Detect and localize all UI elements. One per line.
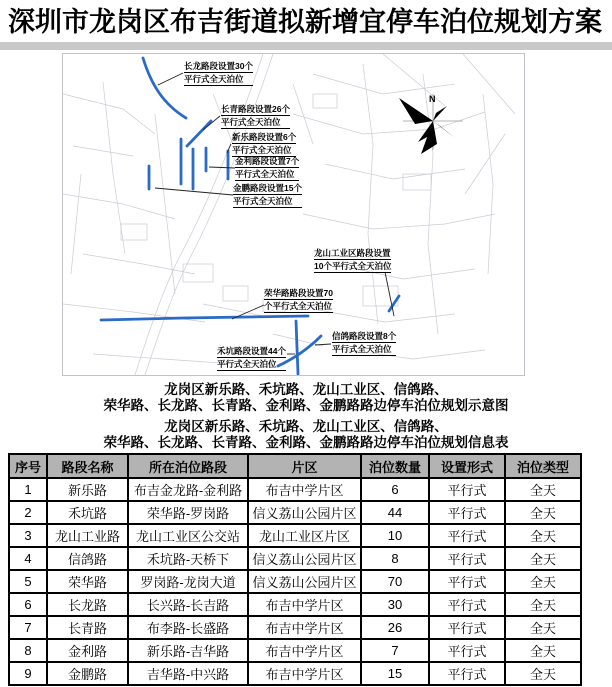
cell-form: 平行式 xyxy=(429,616,505,639)
cell-type: 全天 xyxy=(505,547,581,570)
cell-district: 布吉中学片区 xyxy=(248,478,361,501)
divider-bar xyxy=(0,42,612,50)
road-changlong xyxy=(143,58,186,118)
table-row xyxy=(9,478,581,501)
cell-form: 平行式 xyxy=(429,547,505,570)
cell-roadname: 长青路 xyxy=(47,616,128,639)
map-annotation-xinge: 信鸽路段设置8个 平行式全天泊位 xyxy=(332,331,397,354)
cell-type: 全天 xyxy=(505,616,581,639)
caption-line: 荣华路、长龙路、长青路、金利路、金鹏路路边停车泊位规划示意图 xyxy=(103,397,509,413)
cell-type: 全天 xyxy=(505,570,581,593)
map-annotation-xinle: 新乐路段设置6个 平行式全天泊位 xyxy=(232,132,297,155)
cell-roadname: 荣华路 xyxy=(47,570,128,593)
cell-district: 布吉中学片区 xyxy=(248,662,361,685)
road-ronghua xyxy=(101,316,308,320)
cell-type: 全天 xyxy=(505,478,581,501)
table-row xyxy=(9,524,581,547)
cell-form: 平行式 xyxy=(429,570,505,593)
col-header-roadname: 路段名称 xyxy=(47,454,128,478)
cell-index: 9 xyxy=(9,662,47,685)
cell-count: 6 xyxy=(361,478,429,501)
cell-count: 30 xyxy=(361,593,429,616)
cell-roadname: 金利路 xyxy=(47,639,128,662)
cell-roadname: 禾坑路 xyxy=(47,501,128,524)
table-row xyxy=(9,547,581,570)
map-annotation-jinpeng: 金鹏路段设置15个 平行式全天泊位 xyxy=(233,183,302,206)
cell-form: 平行式 xyxy=(429,478,505,501)
cell-count: 70 xyxy=(361,570,429,593)
col-header-district: 片区 xyxy=(248,454,361,478)
col-header-form: 设置形式 xyxy=(429,454,505,478)
cell-form: 平行式 xyxy=(429,501,505,524)
road-changqing xyxy=(187,121,211,146)
table-header-row xyxy=(9,454,581,478)
cell-district: 信义荔山公园片区 xyxy=(248,501,361,524)
caption-line: 龙岗区新乐路、禾坑路、龙山工业区、信鸽路、 xyxy=(164,419,448,434)
cell-type: 全天 xyxy=(505,501,581,524)
cell-type: 全天 xyxy=(505,524,581,547)
cell-index: 7 xyxy=(9,616,47,639)
cell-section: 布李路-长盛路 xyxy=(128,616,248,639)
cell-count: 44 xyxy=(361,501,429,524)
cell-roadname: 龙山工业路 xyxy=(47,524,128,547)
road-hekeng xyxy=(296,321,298,374)
table-row xyxy=(9,662,581,685)
table-caption xyxy=(0,419,612,450)
cell-roadname: 新乐路 xyxy=(47,478,128,501)
cell-index: 6 xyxy=(9,593,47,616)
cell-index: 8 xyxy=(9,639,47,662)
cell-section: 荣华路-罗岗路 xyxy=(128,501,248,524)
cell-roadname: 金鹏路 xyxy=(47,662,128,685)
table-row xyxy=(9,501,581,524)
cell-district: 信义荔山公园片区 xyxy=(248,547,361,570)
map-annotation-ronghua: 荣华路路段设置70 个平行式全天泊位 xyxy=(264,288,333,311)
map-annotation-changlong: 长龙路段设置30个 平行式全天泊位 xyxy=(184,61,253,84)
cell-section: 布吉金龙路-金利路 xyxy=(128,478,248,501)
cell-section: 禾坑路-天桥下 xyxy=(128,547,248,570)
cell-index: 1 xyxy=(9,478,47,501)
cell-count: 7 xyxy=(361,639,429,662)
col-header-section: 所在泊位路段 xyxy=(128,454,248,478)
cell-type: 全天 xyxy=(505,593,581,616)
cell-section: 长兴路-长吉路 xyxy=(128,593,248,616)
cell-count: 26 xyxy=(361,616,429,639)
cell-count: 15 xyxy=(361,662,429,685)
col-header-index: 序号 xyxy=(9,454,47,478)
cell-roadname: 信鸽路 xyxy=(47,547,128,570)
cell-section: 吉华路-中兴路 xyxy=(128,662,248,685)
cell-section: 罗岗路-龙岗大道 xyxy=(128,570,248,593)
cell-district: 布吉中学片区 xyxy=(248,593,361,616)
map-annotation-jinli: 金利路段设置7个 平行式全天泊位 xyxy=(235,156,300,179)
map-annotation-hekeng: 禾坑路段设置44个 平行式全天泊位 xyxy=(217,346,286,369)
parking-info-table xyxy=(8,453,582,686)
cell-district: 龙山工业区片区 xyxy=(248,524,361,547)
col-header-count: 泊位数量 xyxy=(361,454,429,478)
table-row xyxy=(9,570,581,593)
cell-form: 平行式 xyxy=(429,639,505,662)
cell-index: 5 xyxy=(9,570,47,593)
north-label: N xyxy=(429,94,436,104)
map-annotation-changqing: 长青路段设置26个 平行式全天泊位 xyxy=(221,104,290,127)
page-title: 深圳市龙岗区布吉街道拟新增宜停车泊位规划方案 xyxy=(8,7,602,37)
cell-type: 全天 xyxy=(505,639,581,662)
map-graphic xyxy=(63,54,524,375)
cell-count: 8 xyxy=(361,547,429,570)
cell-type: 全天 xyxy=(505,662,581,685)
cell-district: 布吉中学片区 xyxy=(248,616,361,639)
cell-form: 平行式 xyxy=(429,593,505,616)
cell-section: 新乐路-吉华路 xyxy=(128,639,248,662)
cell-index: 2 xyxy=(9,501,47,524)
planning-map xyxy=(62,53,525,376)
cell-district: 信义荔山公园片区 xyxy=(248,570,361,593)
cell-district: 布吉中学片区 xyxy=(248,639,361,662)
col-header-type: 泊位类型 xyxy=(505,454,581,478)
cell-index: 3 xyxy=(9,524,47,547)
table-row xyxy=(9,593,581,616)
cell-count: 10 xyxy=(361,524,429,547)
cell-roadname: 长龙路 xyxy=(47,593,128,616)
table-row xyxy=(9,616,581,639)
caption-line: 龙岗区新乐路、禾坑路、龙山工业区、信鸽路、 xyxy=(164,382,448,397)
cell-section: 龙山工业区公交站 xyxy=(128,524,248,547)
map-annotation-longshan: 龙山工业区路段设置 10个平行式全天泊位 xyxy=(314,248,392,271)
cell-form: 平行式 xyxy=(429,524,505,547)
map-caption-schematic xyxy=(0,382,612,413)
caption-line: 荣华路、长龙路、长青路、金利路、金鹏路路边停车泊位规划信息表 xyxy=(103,434,509,450)
cell-index: 4 xyxy=(9,547,47,570)
cell-form: 平行式 xyxy=(429,662,505,685)
table-row xyxy=(9,639,581,662)
